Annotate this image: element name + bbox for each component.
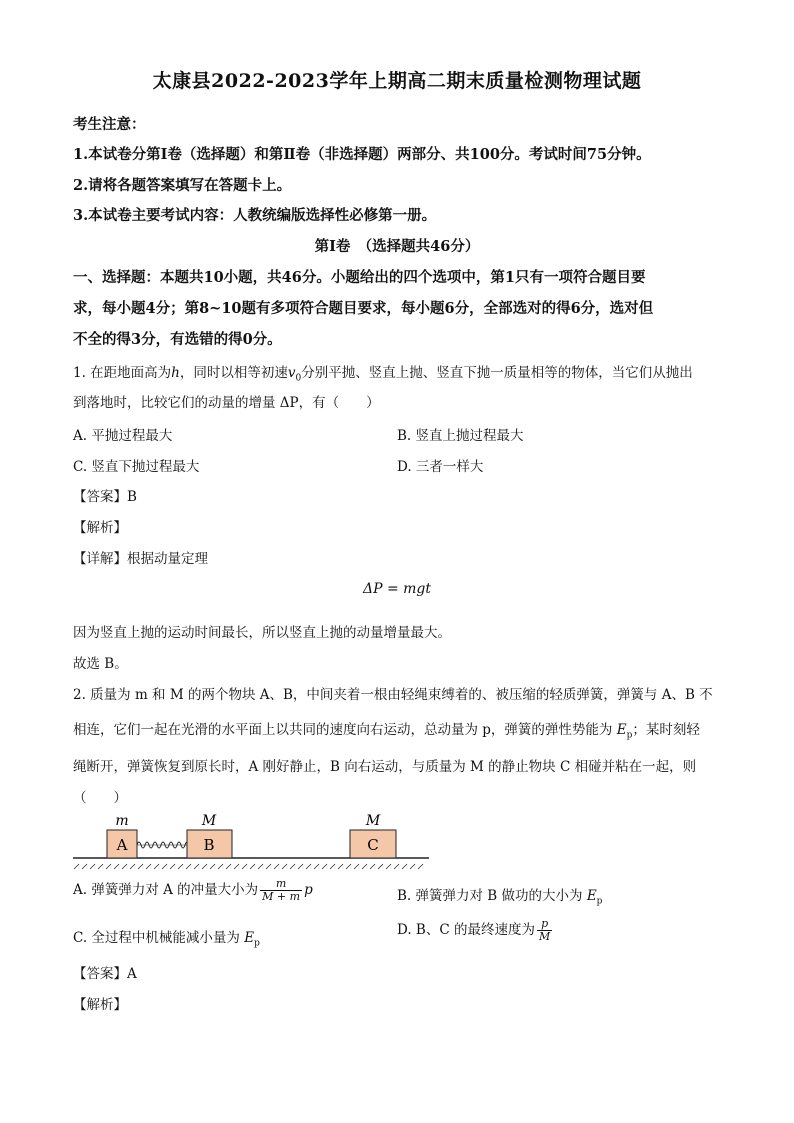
q2-option-a-text: A. 弹簧弹力对 A 的冲量大小为 (73, 882, 259, 898)
q2-var-ep: E (616, 722, 627, 738)
q2-option-a-p: p (304, 882, 313, 898)
q2-stem-line-4: （ ） (73, 790, 127, 806)
q1-choose: 故选 B。 (73, 656, 128, 672)
label-m: m (115, 813, 129, 829)
q1-var-h: h (171, 365, 180, 381)
notice-item-2: 2.请将各题答案填写在答题卡上。 (73, 177, 292, 194)
q2-stem-line-3: 绳断开，弹簧恢复到原长时，A 刚好静止，B 向右运动，与质量为 M 的静止物块 C 相碰并粘在一起，则 (73, 759, 697, 775)
ground-hatching (74, 864, 423, 869)
q1-stem-line-2: 到落地时，比较它们的动量的增量 ΔP，有（ ） (73, 395, 380, 411)
q2-analysis: 【解析】 (73, 997, 127, 1013)
q2-option-b-ep: E (586, 888, 597, 904)
q1-analysis: 【解析】 (73, 520, 127, 536)
q1-option-d: D. 三者一样大 (397, 459, 484, 475)
q2-option-d-fraction (537, 918, 552, 943)
q2-option-d-num: p (537, 918, 552, 931)
q2-option-a-den: M + m (262, 890, 301, 903)
part1-line-1: 一、选择题：本题共10小题，共46分。小题给出的四个选项中，第1只有一项符合题目要 (73, 269, 646, 286)
notice-item-3: 3.本试卷主要考试内容：人教统编版选择性必修第一册。 (73, 207, 437, 224)
q1-var-v0-sub: 0 (295, 373, 302, 384)
q2-option-a-num: m (260, 878, 302, 891)
q2-stem-2a: 相连，它们一起在光滑的水平面上以共同的速度向右运动，总动量为 p，弹簧的弹性势能为 (73, 722, 617, 738)
q2-option-d-text: D. B、C 的最终速度为 (397, 922, 535, 938)
q1-var-v0: v (287, 365, 296, 381)
q2-option-b (397, 884, 602, 907)
q1-option-b: B. 竖直上抛过程最大 (397, 428, 524, 444)
q2-option-d (397, 918, 554, 943)
q2-var-ep-sub: p (626, 730, 633, 741)
q1-option-a: A. 平抛过程最大 (73, 428, 173, 444)
block-c-label: C (367, 836, 379, 854)
part1-line-2: 求，每小题4分；第8~10题有多项符合题目要求，每小题6分，全部选对的得6分，选对但 (73, 300, 654, 317)
q1-equation: ΔP = mgt (362, 581, 432, 597)
q2-option-c-text: C. 全过程中机械能减小量为 (73, 930, 245, 946)
q2-answer: 【答案】A (73, 966, 137, 982)
q1-explain: 因为竖直上抛的运动时间最长，所以竖直上抛的动量增量最大。 (73, 625, 451, 641)
q2-stem-line-1: 2. 质量为 m 和 M 的两个物块 A、B，中间夹着一根由轻绳束缚着的、被压缩的轻质弹簧，弹簧与 A、B 不 (73, 687, 713, 703)
q2-stem-2b: ；某时刻轻 (632, 722, 700, 738)
q2-option-a (73, 878, 313, 903)
q1-detail: 【详解】根据动量定理 (73, 551, 208, 567)
block-a-label: A (116, 836, 128, 854)
label-M-b: M (201, 813, 217, 829)
q1-answer: 【答案】B (73, 489, 137, 505)
section-title: 第Ⅰ卷 （选择题共46分） (314, 238, 480, 255)
exam-title: 太康县2022-2023学年上期高二期末质量检测物理试题 (152, 70, 642, 92)
q2-option-b-text: B. 弹簧弹力对 B 做功的大小为 (397, 888, 587, 904)
q2-option-a-fraction (260, 878, 302, 903)
part1-line-3: 不全的得3分，有选错的得0分。 (73, 331, 282, 348)
blocks-spring-diagram (73, 808, 433, 870)
q2-option-c (73, 926, 260, 949)
q2-option-d-den: M (538, 930, 551, 943)
q2-option-c-ep-sub: p (254, 938, 260, 949)
q1-stem-c: 分别平抛、竖直上抛、竖直下抛一质量相等的物体，当它们从抛出 (301, 365, 693, 381)
q1-stem-a: 1. 在距地面高为 (73, 365, 172, 381)
q2-stem-line-2 (73, 718, 700, 741)
q2-option-c-ep: E (244, 930, 255, 946)
label-M-c: M (365, 813, 381, 829)
q1-stem-b: ，同时以相等初速 (179, 365, 288, 381)
q1-option-c: C. 竖直下抛过程最大 (73, 459, 200, 475)
q2-option-b-ep-sub: p (596, 896, 603, 907)
notice-item-1: 1.本试卷分第Ⅰ卷（选择题）和第Ⅱ卷（非选择题）两部分、共100分。考试时间75分钟。 (73, 146, 651, 163)
block-b-label: B (203, 836, 215, 854)
q1-stem-line-1 (73, 361, 693, 384)
notice-heading: 考生注意： (73, 116, 146, 133)
